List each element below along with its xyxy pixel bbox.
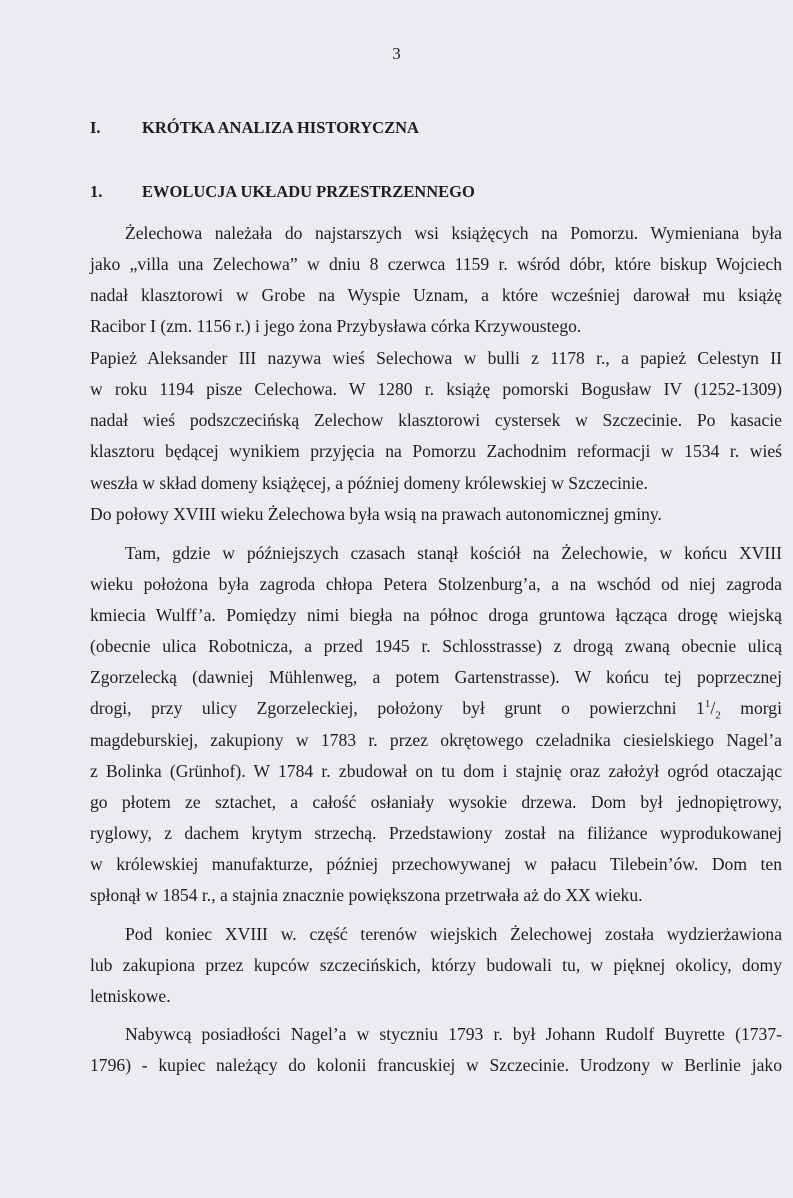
text-line: weszła w skład domeny książęcej, a później domeny królewskiej w Szczecinie. (90, 473, 648, 493)
text-line: nadał wieś podszczecińską Zelechow klasztorowi cystersek w Szczecinie. Po kasacie (90, 410, 782, 430)
text-line: drogi, przy ulicy Zgorzeleckiej, położony był grunt o powierzchni $1^1/_2$ morgi (90, 698, 782, 722)
text-line: jako „villa una Zelechowa” w dniu 8 czerwca 1159 r. wśród dóbr, które biskup Wojciech (90, 254, 782, 274)
text-line: klasztoru będącej wynikiem przyjęcia na Pomorzu Zachodnim reformacji w 1534 r. wieś (90, 441, 782, 461)
chapter-title: KRÓTKA ANALIZA HISTORYCZNA (142, 118, 419, 137)
text-line: wieku położona była zagroda chłopa Petera Stolzenburg’a, a na wschód od niej zagroda (90, 574, 782, 594)
text-line: Papież Aleksander III nazywa wieś Selechowa w bulli z 1178 r., a papież Celestyn II (90, 348, 782, 368)
text-line: (obecnie ulica Robotnicza, a przed 1945 r. Schlosstrasse) z drogą zwaną obecnie ulicą (90, 636, 782, 656)
text-line: 1796) - kupiec należący do kolonii francuskiej w Szczecinie. Urodzony w Berlinie jako (90, 1055, 782, 1075)
text-line: Do połowy XVIII wieku Żelechowa była wsią na prawach autonomicznej gminy. (90, 504, 662, 524)
page-number: 3 (392, 44, 401, 63)
text-line: ryglowy, z dachem krytym strzechą. Przedstawiony został na filiżance wyprodukowanej (90, 823, 782, 843)
text-line: nadał klasztorowi w Grobe na Wyspie Uznam, a które wcześniej darował mu książę (90, 285, 782, 305)
chapter-number: I. (90, 118, 101, 137)
text-line: w królewskiej manufakturze, później przechowywanej w pałacu Tilebein’ów. Dom ten (90, 854, 782, 874)
text-line: lub zakupiona przez kupców szczecińskich, którzy budowali tu, w pięknej okolicy, domy (90, 955, 782, 975)
text-line: letniskowe. (90, 986, 171, 1006)
text-line: Racibor I (zm. 1156 r.) i jego żona Przybysława córka Krzywoustego. (90, 316, 582, 336)
text-line: Zgorzelecką (dawniej Mühlenweg, a potem Gartenstrasse). W końcu tej poprzecznej (90, 667, 782, 687)
text-line: kmiecia Wulff’a. Pomiędzy nimi biegła na północ droga gruntowa łącząca drogę wiejską (90, 605, 782, 625)
section-number: 1. (90, 182, 103, 201)
fraction: $^1/_2$ (704, 698, 721, 722)
text-line: Żelechowa należała do najstarszych wsi książęcych na Pomorzu. Wymieniana była (125, 223, 782, 243)
text-line: Pod koniec XVIII w. część terenów wiejskich Żelechowej została wydzierżawiona (125, 924, 782, 944)
text-line: spłonął w 1854 r., a stajnia znacznie powiększona przetrwała aż do XX wieku. (90, 885, 643, 905)
text-line: w roku 1194 pisze Celechowa. W 1280 r. książę pomorski Bogusław IV (1252-1309) (90, 379, 782, 399)
section-title: EWOLUCJA UKŁADU PRZESTRZENNEGO (142, 182, 475, 201)
text-line: Nabywcą posiadłości Nagel’a w styczniu 1793 r. był Johann Rudolf Buyrette (1737- (125, 1024, 782, 1044)
text-line: Tam, gdzie w późniejszych czasach stanął kościół na Żelechowie, w końcu XVIII (125, 543, 782, 563)
text-line: magdeburskiej, zakupiony w 1783 r. przez okrętowego czeladnika ciesielskiego Nagel’a (90, 730, 782, 750)
text-line: go płotem ze sztachet, a całość osłaniały wysokie drzewa. Dom był jednopiętrowy, (90, 792, 782, 812)
text-line: z Bolinka (Grünhof). W 1784 r. zbudował on tu dom i stajnię oraz założył ogród otaczając (90, 761, 782, 781)
